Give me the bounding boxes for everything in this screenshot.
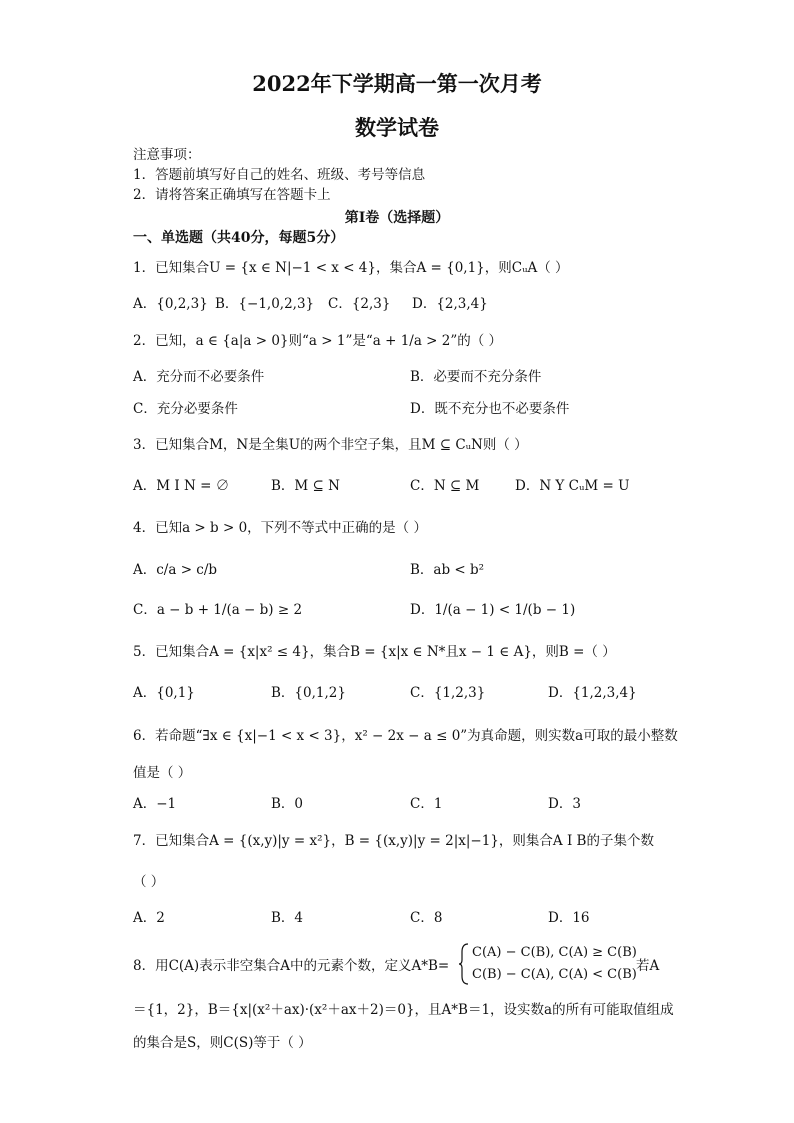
question-6-option-a: A．−1 bbox=[133, 796, 177, 812]
question-3-option-b: B．M ⊆ N bbox=[271, 478, 340, 494]
question-7-option-a: A．2 bbox=[133, 910, 165, 926]
question-3-option-d: D．N Y CᵤM = U bbox=[515, 478, 630, 494]
exam-title: 2022年下学期高一第一次月考 bbox=[252, 71, 542, 96]
question-6-option-b: B．0 bbox=[271, 796, 304, 812]
question-6-stem: 6．若命题“∃x ∈ {x|−1 < x < 3}，x² − 2x − a ≤ 0”为真命题，则实数a可取的最小整数 bbox=[133, 728, 678, 744]
question-7-option-b: B．4 bbox=[271, 910, 304, 926]
exam-subtitle: 数学试卷 bbox=[355, 115, 439, 140]
question-2-option-b: B．必要而不充分条件 bbox=[410, 369, 542, 385]
question-8-case-2: C(B) − C(A), C(A) < C(B) bbox=[472, 967, 637, 982]
question-4-option-a: A．c/a > c/b bbox=[133, 562, 218, 578]
question-5-option-d: D．{1,2,3,4} bbox=[548, 685, 637, 701]
question-7-option-c: C．8 bbox=[410, 910, 443, 926]
question-5-option-b: B．{0,1,2} bbox=[271, 685, 346, 701]
question-4-option-d: D．1/(a − 1) < 1/(b − 1) bbox=[410, 602, 576, 618]
question-2-option-d: D．既不充分也不必要条件 bbox=[410, 401, 570, 417]
question-1-option-c: C．{2,3} bbox=[328, 296, 391, 312]
question-7-option-d: D．16 bbox=[548, 910, 590, 926]
question-3-option-a: A．M I N = ∅ bbox=[133, 478, 230, 494]
notice-item-1: 1．答题前填写好自己的姓名、班级、考号等信息 bbox=[133, 167, 426, 183]
question-8-stem-final: 的集合是S，则C(S)等于（ ） bbox=[133, 1035, 312, 1051]
part-title: 一、单选题（共40分，每题5分） bbox=[133, 230, 345, 246]
question-6-stem-continued: 值是（ ） bbox=[133, 765, 192, 781]
question-2-stem: 2．已知，a ∈ {a|a > 0}则“a > 1”是“a + 1/a > 2”的（ ） bbox=[133, 333, 503, 349]
question-8-stem-continued: ＝{1，2}，B＝{x|(x²＋ax)·(x²＋ax＋2)＝0}，且A*B＝1，设实数a的所有可能取值组成 bbox=[133, 1002, 674, 1018]
question-4-option-c: C．a − b + 1/(a − b) ≥ 2 bbox=[133, 602, 303, 618]
question-6-option-d: D．3 bbox=[548, 796, 581, 812]
question-8-case-1: C(A) − C(B), C(A) ≥ C(B) bbox=[472, 945, 637, 960]
question-4-stem: 4．已知a > b > 0，下列不等式中正确的是（ ） bbox=[133, 520, 427, 536]
notice-heading: 注意事项： bbox=[133, 147, 201, 163]
question-2-option-a: A．充分而不必要条件 bbox=[133, 369, 265, 385]
question-1-option-a: A．{0,2,3} bbox=[133, 296, 208, 312]
question-6-option-c: C．1 bbox=[410, 796, 443, 812]
question-4-option-b: B．ab < b² bbox=[410, 562, 485, 578]
question-3-option-c: C．N ⊆ M bbox=[410, 478, 480, 494]
question-8-stem-tail: 若A bbox=[636, 958, 660, 974]
question-7-stem: 7．已知集合A = {(x,y)|y = x²}，B = {(x,y)|y = 2|x|−1}，则集合A I B的子集个数 bbox=[133, 833, 654, 849]
question-8-stem: 8．用C(A)表示非空集合A中的元素个数，定义A*B= bbox=[133, 958, 450, 974]
question-1-option-b: B．{−1,0,2,3} bbox=[215, 296, 315, 312]
piecewise-brace bbox=[458, 942, 470, 986]
question-1-stem: 1．已知集合U = {x ∈ N|−1 < x < 4}，集合A = {0,1}，则CᵤA（ ） bbox=[133, 260, 569, 276]
section-title: 第I卷（选择题） bbox=[344, 210, 450, 226]
notice-item-2: 2．请将答案正确填写在答题卡上 bbox=[133, 187, 331, 203]
question-5-stem: 5．已知集合A = {x|x² ≤ 4}，集合B = {x|x ∈ N*且x − 1 ∈ A}，则B =（ ） bbox=[133, 644, 616, 660]
question-3-stem: 3．已知集合M，N是全集U的两个非空子集，且M ⊆ CᵤN则（ ） bbox=[133, 437, 528, 453]
question-2-option-c: C．充分必要条件 bbox=[133, 401, 238, 417]
question-1-option-d: D．{2,3,4} bbox=[412, 296, 488, 312]
question-7-stem-continued: （ ） bbox=[133, 874, 165, 890]
question-5-option-c: C．{1,2,3} bbox=[410, 685, 486, 701]
question-5-option-a: A．{0,1} bbox=[133, 685, 195, 701]
